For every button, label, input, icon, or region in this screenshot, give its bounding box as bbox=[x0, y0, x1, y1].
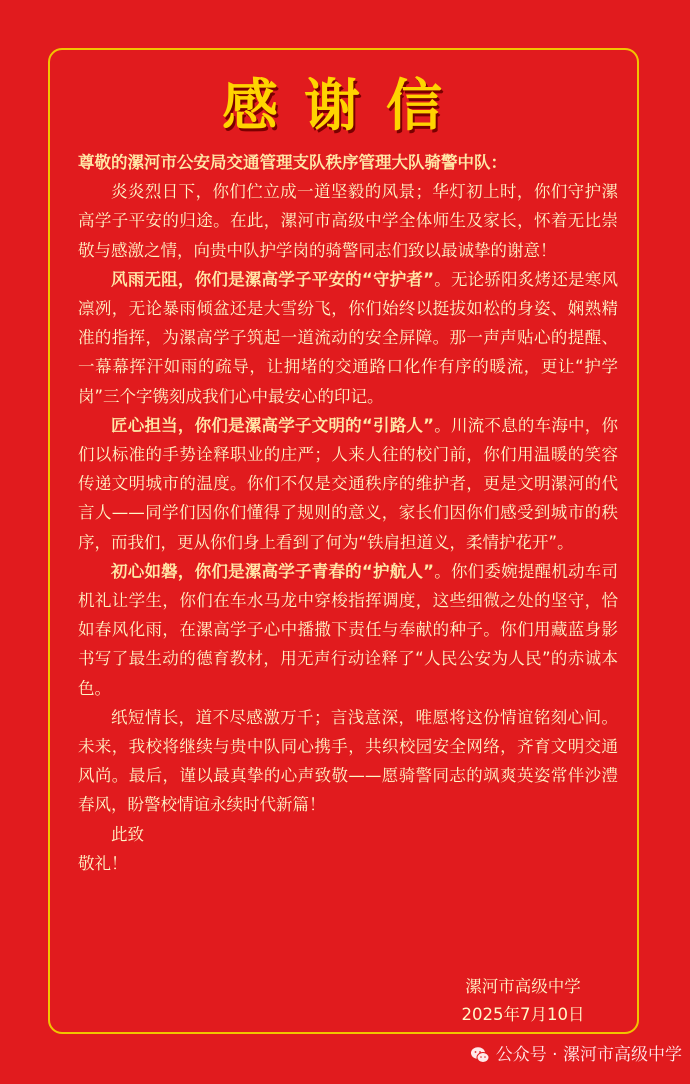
paragraph-guardian-lead: 风雨无阻，你们是漯高学子平安的“守护者” bbox=[111, 269, 434, 289]
paragraph-escort-body: 。你们委婉提醒机动车司机礼让学生，你们在车水马龙中穿梭指挥调度，这些细微之处的坚守，恰如春风化雨，在漯高学子心中播撒下责任与奉献的种子。你们用藏蓝身影书写了最生动的德育教材，用无声行动诠释了“人民公安为人民”的赤诚本色。 bbox=[78, 561, 618, 698]
letter-body bbox=[78, 148, 618, 878]
salutation: 尊敬的漯河市公安局交通管理支队秩序管理大队骑警中队： bbox=[78, 153, 507, 172]
closing-jingli: 敬礼！ bbox=[78, 853, 128, 873]
closing-cizhi: 此致 bbox=[111, 824, 144, 844]
signer-name: 漯河市高级中学 bbox=[465, 977, 581, 996]
paragraph-guide bbox=[78, 411, 618, 557]
wechat-icon bbox=[470, 1045, 490, 1065]
letter-date: 2025年7月10日 bbox=[461, 1005, 585, 1024]
paragraph-escort bbox=[78, 557, 618, 703]
signature-block bbox=[448, 973, 598, 1029]
watermark-text: 公众号 · 漯河市高级中学 bbox=[495, 1045, 682, 1065]
letter-title: 感谢信 bbox=[222, 73, 468, 139]
wechat-watermark bbox=[470, 1041, 682, 1069]
paragraph-guide-body: 。川流不息的车海中，你们以标准的手势诠释职业的庄严；人来人往的校门前，你们用温暖的笑容传递文明城市的温度。你们不仅是交通秩序的维护者，更是文明漯河的代言人——同学们因你们懂得了规则的意义，家长们因你们感受到城市的秩序，而我们，更从你们身上看到了何为“铁肩担道义，柔情护花开”。 bbox=[78, 415, 618, 552]
paragraph-guide-lead: 匠心担当，你们是漯高学子文明的“引路人” bbox=[111, 415, 434, 435]
paragraph-guardian bbox=[78, 265, 618, 411]
paragraph-conclusion: 纸短情长，道不尽感激万千；言浅意深，唯愿将这份情谊铭刻心间。未来，我校将继续与贵中队同心携手，共织校园安全网络，齐育文明交通风尚。最后，谨以最真挚的心声致敬——愿骑警同志的飒爽英姿常伴沙澧春风，盼警校情谊永续时代新篇！ bbox=[78, 707, 618, 815]
intro-paragraph: 炎炎烈日下，你们伫立成一道坚毅的风景；华灯初上时，你们守护漯高学子平安的归途。在此，漯河市高级中学全体师生及家长，怀着无比崇敬与感激之情，向贵中队护学岗的骑警同志们致以最诚挚的谢意！ bbox=[78, 182, 618, 260]
paragraph-guardian-body: 。无论骄阳炙烤还是寒风凛冽，无论暴雨倾盆还是大雪纷飞，你们始终以挺拔如松的身姿、娴熟精准的指挥，为漯高学子筑起一道流动的安全屏障。那一声声贴心的提醒、一幕幕挥汗如雨的疏导，让拥堵的交通路口化作有序的暖流，更让“护学岗”三个字镌刻成我们心中最安心的印记。 bbox=[78, 269, 618, 406]
paragraph-escort-lead: 初心如磐，你们是漯高学子青春的“护航人” bbox=[111, 561, 434, 581]
